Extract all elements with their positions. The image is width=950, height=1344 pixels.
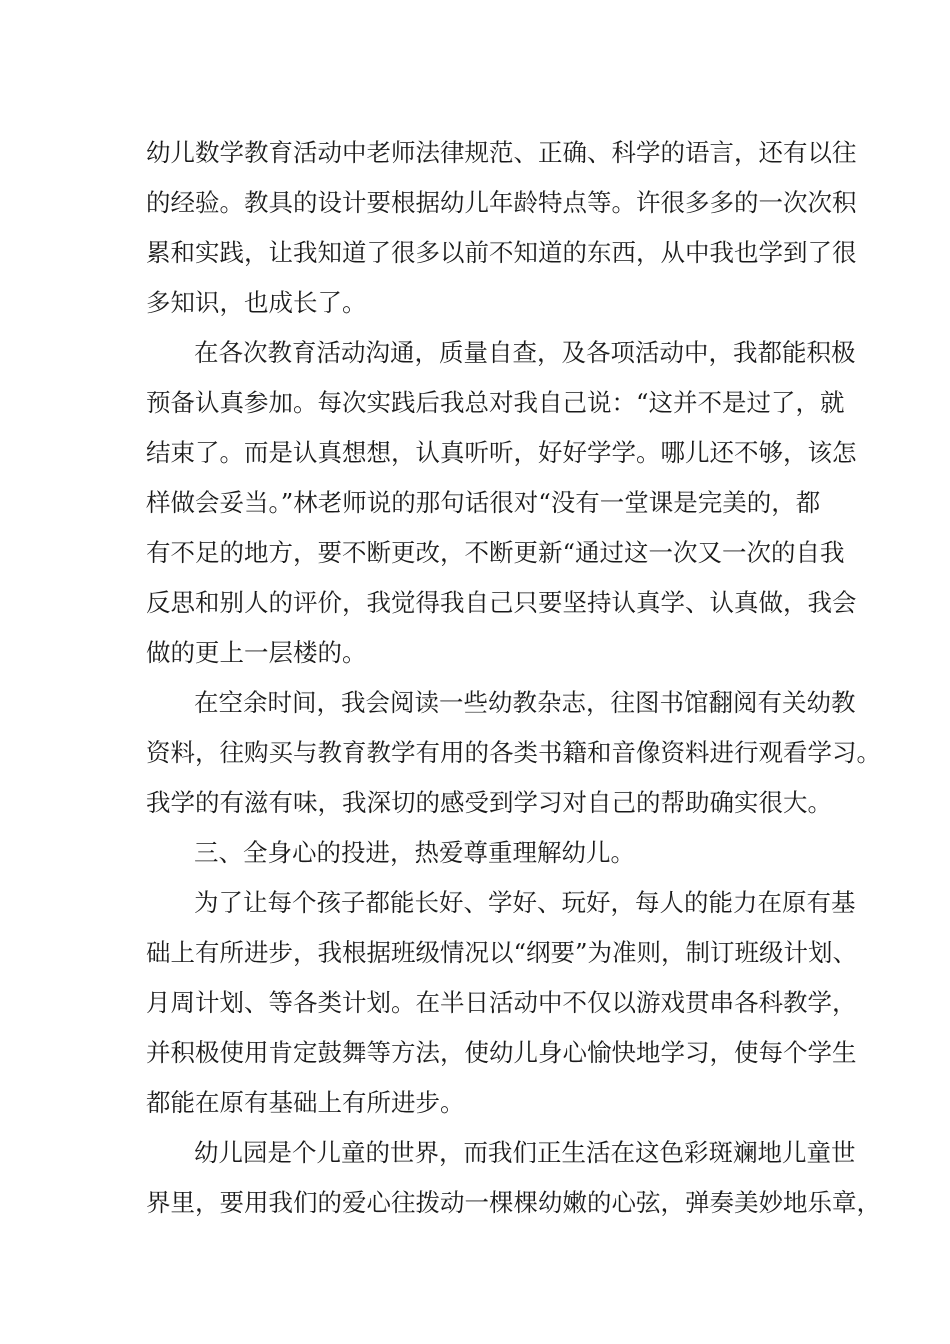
text-line: 为了让每个孩子都能长好、学好、玩好，每人的能力在原有基 [194,888,856,917]
text-line: 并积极使用肯定鼓舞等方法，使幼儿身心愉快地学习，使每个学生 [146,1038,857,1067]
text-line: 在空余时间，我会阅读一些幼教杂志，往图书馆翻阅有关幼教 [194,688,856,717]
text-line: 在各次教育活动沟通，质量自查，及各项活动中，我都能积极 [194,338,856,367]
text-line: 础上有所进步，我根据班级情况以“纲要”为准则，制订班级计划、 [146,938,858,967]
text-line: 多知识，也成长了。 [146,288,367,317]
text-line: 月周计划、等各类计划。在半日活动中不仅以游戏贯串各科教学， [146,988,857,1017]
text-line: 我学的有滋有味，我深切的感受到学习对自己的帮助确实很大。 [146,788,832,817]
text-line: 幼儿园是个儿童的世界，而我们正生活在这色彩斑斓地儿童世 [194,1138,856,1167]
text-line: 预备认真参加。每次实践后我总对我自己说：“这并不是过了，就 [146,388,845,417]
text-line: 资料，往购买与教育教学有用的各类书籍和音像资料进行观看学习。 [146,738,881,767]
text-line: 反思和别人的评价，我觉得我自己只要坚持认真学、认真做，我会 [146,588,857,617]
text-line: 有不足的地方，要不断更改，不断更新“通过这一次又一次的自我 [146,538,845,567]
text-line: 都能在原有基础上有所进步。 [146,1088,465,1117]
text-line: 界里，要用我们的爱心往拨动一棵棵幼嫩的心弦，弹奏美妙地乐章， [146,1188,881,1217]
text-line: 幼儿数学教育活动中老师法律规范、正确、科学的语言，还有以往 [146,138,857,167]
text-line: 做的更上一层楼的。 [146,638,367,667]
text-line: 样做会妥当。”林老师说的那句话很对“没有一堂课是完美的，都 [146,488,821,517]
text-line: 结束了。而是认真想想，认真听听，好好学学。哪儿还不够，该怎 [146,438,857,467]
text-line: 累和实践，让我知道了很多以前不知道的东西，从中我也学到了很 [146,238,857,267]
document-body [146,128,881,1228]
text-line: 的经验。教具的设计要根据幼儿年龄特点等。许很多多的一次次积 [146,188,857,217]
text-line: 三、全身心的投进，热爱尊重理解幼儿。 [194,838,635,867]
